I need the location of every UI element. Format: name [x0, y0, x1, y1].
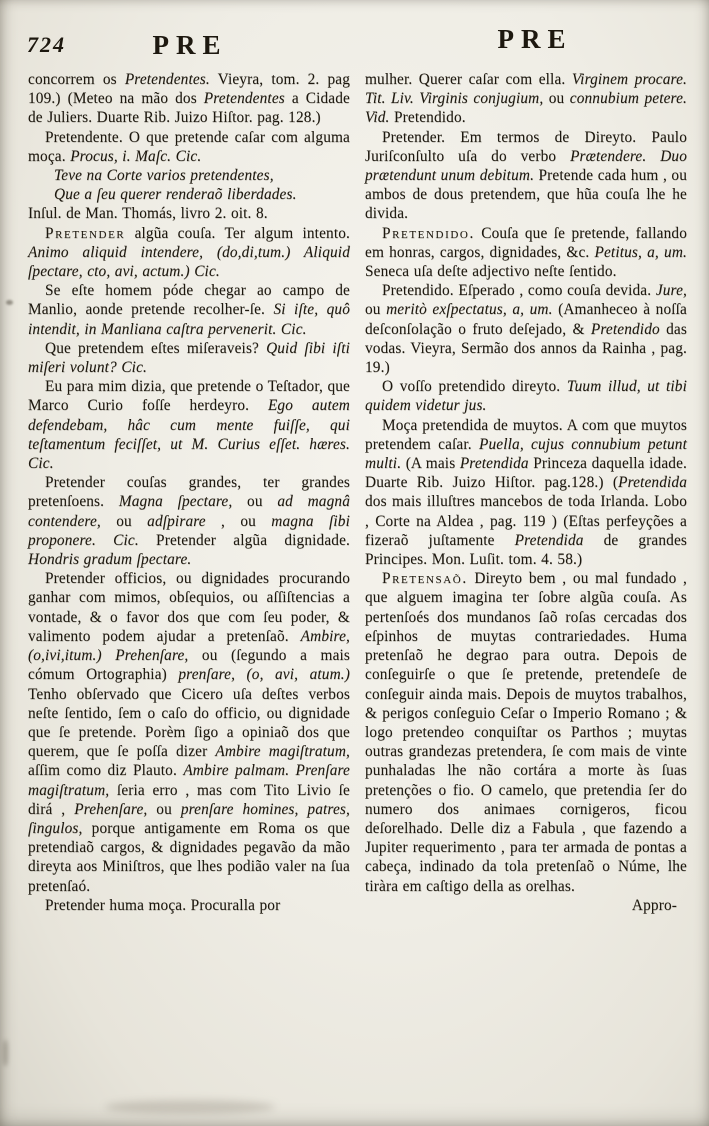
italic-citation: Pretendido	[590, 320, 660, 338]
italic-citation: Prætendere. Duo prætendunt unum debitum.	[365, 147, 687, 185]
text-run: ou	[100, 512, 148, 530]
example-huma-moca	[28, 896, 350, 915]
example-officios	[28, 569, 350, 895]
italic-citation: adſpirare	[147, 512, 206, 530]
italic-citation: Hondris gradum ſpectare.	[28, 551, 192, 569]
italic-citation: prenſare, (o, avi, atum.)	[178, 666, 350, 684]
italic-citation: Teve na Corte varios pretendentes,	[54, 167, 274, 185]
text-run: Couſa que ſe pretende, fallando em honras, cargos, dignidades, &c.	[365, 224, 687, 261]
text-run: Eu para mim dizia, que pretende o Teſtador, que Marco Curio foſſe herdeyro.	[28, 378, 350, 415]
italic-citation: Pretendida	[459, 455, 529, 473]
column-left	[28, 70, 350, 915]
text-run: de grandes Principes. Mon. Luſit. tom. 4. 58.)	[365, 531, 687, 569]
italic-citation: Ambire magiſtratum,	[215, 743, 350, 761]
entry-pretender-direyto	[365, 128, 687, 224]
text-run: Pretende cada hum , ou ambos de dous pretendem, que hũa couſa lhe he divida.	[365, 167, 687, 223]
text-run: Pretender huma moça. Procuralla por	[45, 896, 281, 914]
italic-citation: Ambire palmam. Prenſare magiſtratum,	[28, 762, 350, 799]
text-run: ou (ſegundo a mais cómum Ortographia)	[28, 647, 351, 684]
continuation-pretendente	[28, 70, 350, 128]
text-run: Princeza daquella idade. Duarte Rib. Juizo Hiſtor. pag.128.) (	[365, 455, 687, 492]
text-run: concorrem os	[28, 71, 125, 88]
text-run: Pretender officios, ou dignidades procurando ganhar com mimos, obſequios, ou aſſiſtencias a vontade, & o favor dos que com ſeu poder, & valimento podem ajudar a pretenſaõ.	[28, 570, 350, 645]
text-run: Pretendido. Eſperado , como couſa devida.	[382, 282, 656, 300]
text-run: dos mais illuſtres mancebos de toda Irlanda. Lobo , Corte na Aldea , pag. 119 ) (Eſtas perfeyções a fizeraõ juſtamente	[365, 493, 687, 549]
example-vosso-direyto	[365, 377, 687, 415]
italic-citation: Pretendida	[514, 531, 584, 549]
entry-pretendido-esperado	[365, 281, 687, 377]
text-run: Que pretendem eſtes miſeraveis?	[45, 339, 267, 357]
continuation-huma-moca	[365, 70, 687, 128]
italic-citation: Tuum illud, ut tibi quidem videtur jus.	[365, 378, 687, 415]
text-run: aſſim como diz Plauto.	[28, 762, 184, 780]
page-header	[0, 22, 709, 66]
italic-citation: Prehenſare,	[74, 800, 148, 818]
italic-citation: Magna ſpectare,	[118, 493, 233, 511]
text-run: ou	[232, 493, 278, 511]
italic-citation: Petitus, a, um.	[594, 243, 687, 261]
text-run: ou	[543, 90, 570, 108]
italic-citation: Pretendentes.	[124, 71, 210, 88]
verse-line-2	[28, 185, 350, 204]
headword: Pretensaõ.	[382, 570, 468, 588]
example-testador	[28, 377, 350, 473]
text-run: ou	[365, 301, 387, 319]
example-moca-pretendida	[365, 416, 687, 570]
text-run: Pretendido.	[389, 109, 466, 127]
page-number: 724	[27, 32, 66, 57]
italic-citation: Ego autem defendebam, hâc cum mente fuiſſe, qui teſtamentum feciſſet, ut M. Curius eſſet. hæres. Cic.	[28, 397, 350, 473]
catchword	[365, 896, 687, 915]
entry-pretensao	[365, 569, 687, 895]
italic-citation: Pretendida	[618, 474, 687, 492]
italic-citation: prenſare homines, patres, ſingulos,	[28, 800, 350, 837]
text-run: das vodas. Vieyra, Sermão dos annos da Rainha , pag. 19.)	[365, 320, 687, 377]
italic-citation: Jure,	[655, 282, 687, 300]
italic-citation: magna ſibi proponere. Cic.	[28, 512, 350, 549]
italic-citation: Animo aliquid intendere, (do,di,tum.) Aliquid ſpectare, cto, avi, actum.) Cic.	[28, 243, 350, 281]
text-run: Direyto bem , ou mal fundado , que alguem imagina ter ſobre algũa couſa. As pertenſoés dos mundanos ſaõ roſas cercadas dos eſpinhos de muytas contrariedades. Huma pretenſaõ he degrao para outra. Depois de conſeguirſe o que ſe pretende, pretendeſe de conſeguir ainda mais. Depois de muytos trabalhos, & perigos conſeguio Ceſar o Imperio Romano ; & logo pretendeo conquiſtar os Parthos ; muytas outras grandezas pretendera, ſe com mais de vinte punhaladas lhe não cortára a morte às ſuas pretenções o fio. O camelo, que pretendia ſer do numero dos animaes cornigeros, ficou deſorelhado. Delle diz a Fabula , que fazendo a Jupiter requerimento , para ter armada de pontas a cabeça, indinado da tola pretenſaõ o Núme, lhe tiràra em caſtigo della as orelhas.	[365, 570, 687, 895]
italic-citation: meritò exſpectatus, a, um.	[386, 301, 553, 319]
italic-citation: Quid ſibi iſti miſeri volunt? Cic.	[28, 339, 350, 377]
italic-citation: connubium petere. Vid.	[365, 90, 688, 127]
verse-citation	[28, 204, 350, 223]
text-run: Pretendente. O que pretende caſar com alguma moça.	[28, 128, 350, 165]
text-run: Appro-	[631, 896, 677, 914]
headword: Pretendido.	[382, 224, 475, 242]
text-run: Seneca uſa deſte adjectivo neſte ſentido.	[365, 263, 617, 281]
text-body	[28, 70, 687, 915]
text-run: a Cidade de Juliers. Duarte Rib. Juizo Hiſtor. pag. 128.)	[28, 90, 350, 127]
headword: Pretender	[45, 224, 126, 242]
text-run: Se eſte homem póde chegar ao campo de Manlio, aonde pretende recolher-ſe.	[28, 282, 350, 319]
text-run: porque antigamente em Roma os que pretendiaõ cargos, & dignidades pegavão da mão direyta aos Miniſtros, que lhes podião valer na ſua pretenſaó.	[28, 819, 350, 895]
running-title-right: PRE	[497, 24, 573, 54]
example-miseraveis	[28, 339, 350, 377]
example-cousas-grandes	[28, 473, 350, 569]
entry-pretender	[28, 224, 350, 282]
italic-citation: ad magnâ contendere,	[28, 493, 351, 530]
entry-pretendido	[365, 224, 687, 282]
scan-edge-mark	[3, 1040, 8, 1066]
scan-smudge	[105, 1100, 275, 1114]
text-run: O voſſo pretendido direyto.	[382, 378, 567, 396]
text-run: Pretender algũa dignidade.	[138, 531, 351, 549]
text-run: Inſul. de Man. Thomás, livro 2. oit. 8.	[28, 205, 268, 223]
text-run: Moça pretendida de muytos. A com que muytos pretendem caſar.	[365, 416, 687, 453]
italic-citation: Pretendentes	[203, 90, 285, 108]
text-run: ſeria erro , mas com Tito Livio ſe dirá ,	[28, 781, 350, 818]
text-run: Tenho obſervado que Cicero uſa deſtes verbos neſte ſentido, ſem o caſo do officio, ou dignidade que ſe pretende. Porèm ſigo a opiniaõ dos que querem, que ſe poſſa dizer	[28, 685, 350, 761]
text-run: (A mais	[401, 455, 460, 473]
entry-pretendente-moca	[28, 128, 350, 166]
text-run: , ou	[205, 512, 272, 530]
column-right	[365, 70, 687, 915]
italic-citation: Si iſte, quô intendit, in Manliana caſtra pervenerit. Cic.	[28, 301, 350, 338]
example-manlio	[28, 281, 350, 339]
text-run: Pretender couſas grandes, ter grandes pretenſoens.	[28, 474, 350, 511]
text-run: Pretender. Em termos de Direyto. Paulo Juriſconſulto uſa do verbo	[365, 128, 687, 165]
running-title-left: PRE	[152, 30, 228, 60]
scan-speck	[6, 300, 13, 305]
verse-line-1	[28, 166, 350, 185]
text-run: algũa couſa. Ter algum intento.	[125, 224, 350, 242]
italic-citation: Que a ſeu querer renderaõ liberdades.	[54, 186, 297, 204]
text-run: Vieyra, tom. 2. pag 109.) (Meteo na mão dos	[28, 71, 350, 108]
text-run: ou	[147, 800, 181, 818]
italic-citation: Procus, i. Maſc. Cic.	[70, 147, 202, 165]
text-run: mulher. Querer caſar com ella.	[365, 71, 572, 88]
italic-citation: Virginem procare. Tit. Liv. Virginis conjugium,	[365, 71, 687, 108]
text-run: (Amanheceo à noſſa deſconſolação o fruto deſejado, &	[365, 301, 687, 338]
italic-citation: Puella, cujus connubium petunt multi.	[365, 435, 687, 473]
italic-citation: Ambire, (o,ivi,itum.) Prehenſare,	[28, 627, 350, 665]
